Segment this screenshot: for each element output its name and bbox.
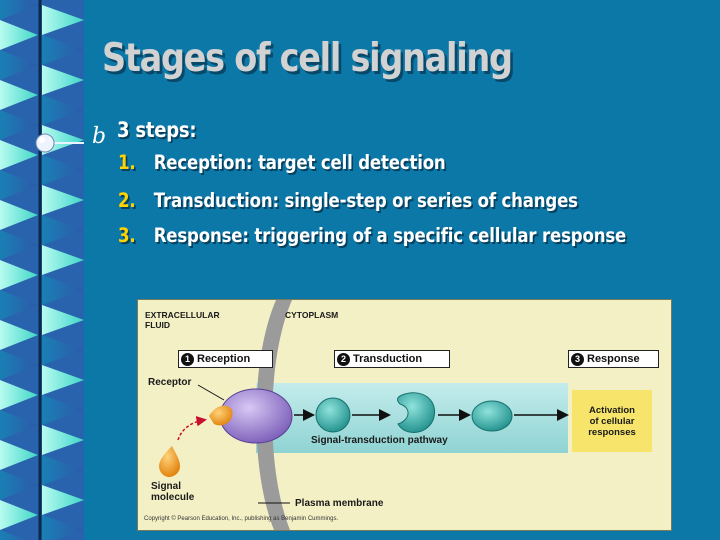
slide-title: Stages of cell signaling bbox=[102, 36, 512, 81]
step-text: Response: triggering of a specific cellular response bbox=[153, 224, 627, 247]
binding-arrow bbox=[178, 420, 204, 440]
step-item bbox=[118, 151, 446, 174]
step-number: 1. bbox=[118, 151, 136, 174]
cell-signaling-figure bbox=[137, 299, 672, 531]
stage-number: 1 bbox=[181, 353, 194, 366]
intro-text: 3 steps: bbox=[117, 118, 197, 142]
copyright-text: Copyright © Pearson Education, Inc., publishing as Benjamin Cummings. bbox=[144, 516, 339, 522]
relay-molecule-1 bbox=[316, 398, 350, 432]
plasma-membrane-label: Plasma membrane bbox=[295, 498, 384, 509]
relay-molecule-3 bbox=[472, 401, 512, 431]
step-text: Reception: target cell detection bbox=[153, 151, 446, 174]
pathway-label: Signal-transduction pathway bbox=[311, 435, 448, 446]
bullet-icon: b bbox=[92, 124, 107, 149]
stage-number: 3 bbox=[571, 353, 584, 366]
stage-label: Transduction bbox=[353, 353, 423, 365]
stage-label: Response bbox=[587, 353, 640, 365]
receptor-label: Receptor bbox=[148, 377, 192, 388]
step-item bbox=[118, 189, 578, 212]
decorative-triangle-strip bbox=[0, 0, 84, 540]
stage-reception bbox=[178, 350, 273, 368]
stage-transduction bbox=[334, 350, 450, 368]
signal-molecule bbox=[159, 446, 180, 477]
cytoplasm-label: CYTOPLASM bbox=[285, 310, 339, 320]
step-number: 2. bbox=[118, 189, 136, 212]
stage-number: 2 bbox=[337, 353, 350, 366]
extracellular-fluid-label: EXTRACELLULAR FLUID bbox=[145, 310, 220, 330]
stage-response bbox=[568, 350, 659, 368]
signal-molecule-label: Signal molecule bbox=[151, 481, 195, 503]
step-item bbox=[118, 224, 626, 247]
step-number: 3. bbox=[118, 224, 136, 247]
stage-label: Reception bbox=[197, 353, 251, 365]
activation-box: Activation of cellular responses bbox=[572, 390, 652, 452]
step-text: Transduction: single-step or series of changes bbox=[153, 189, 578, 212]
